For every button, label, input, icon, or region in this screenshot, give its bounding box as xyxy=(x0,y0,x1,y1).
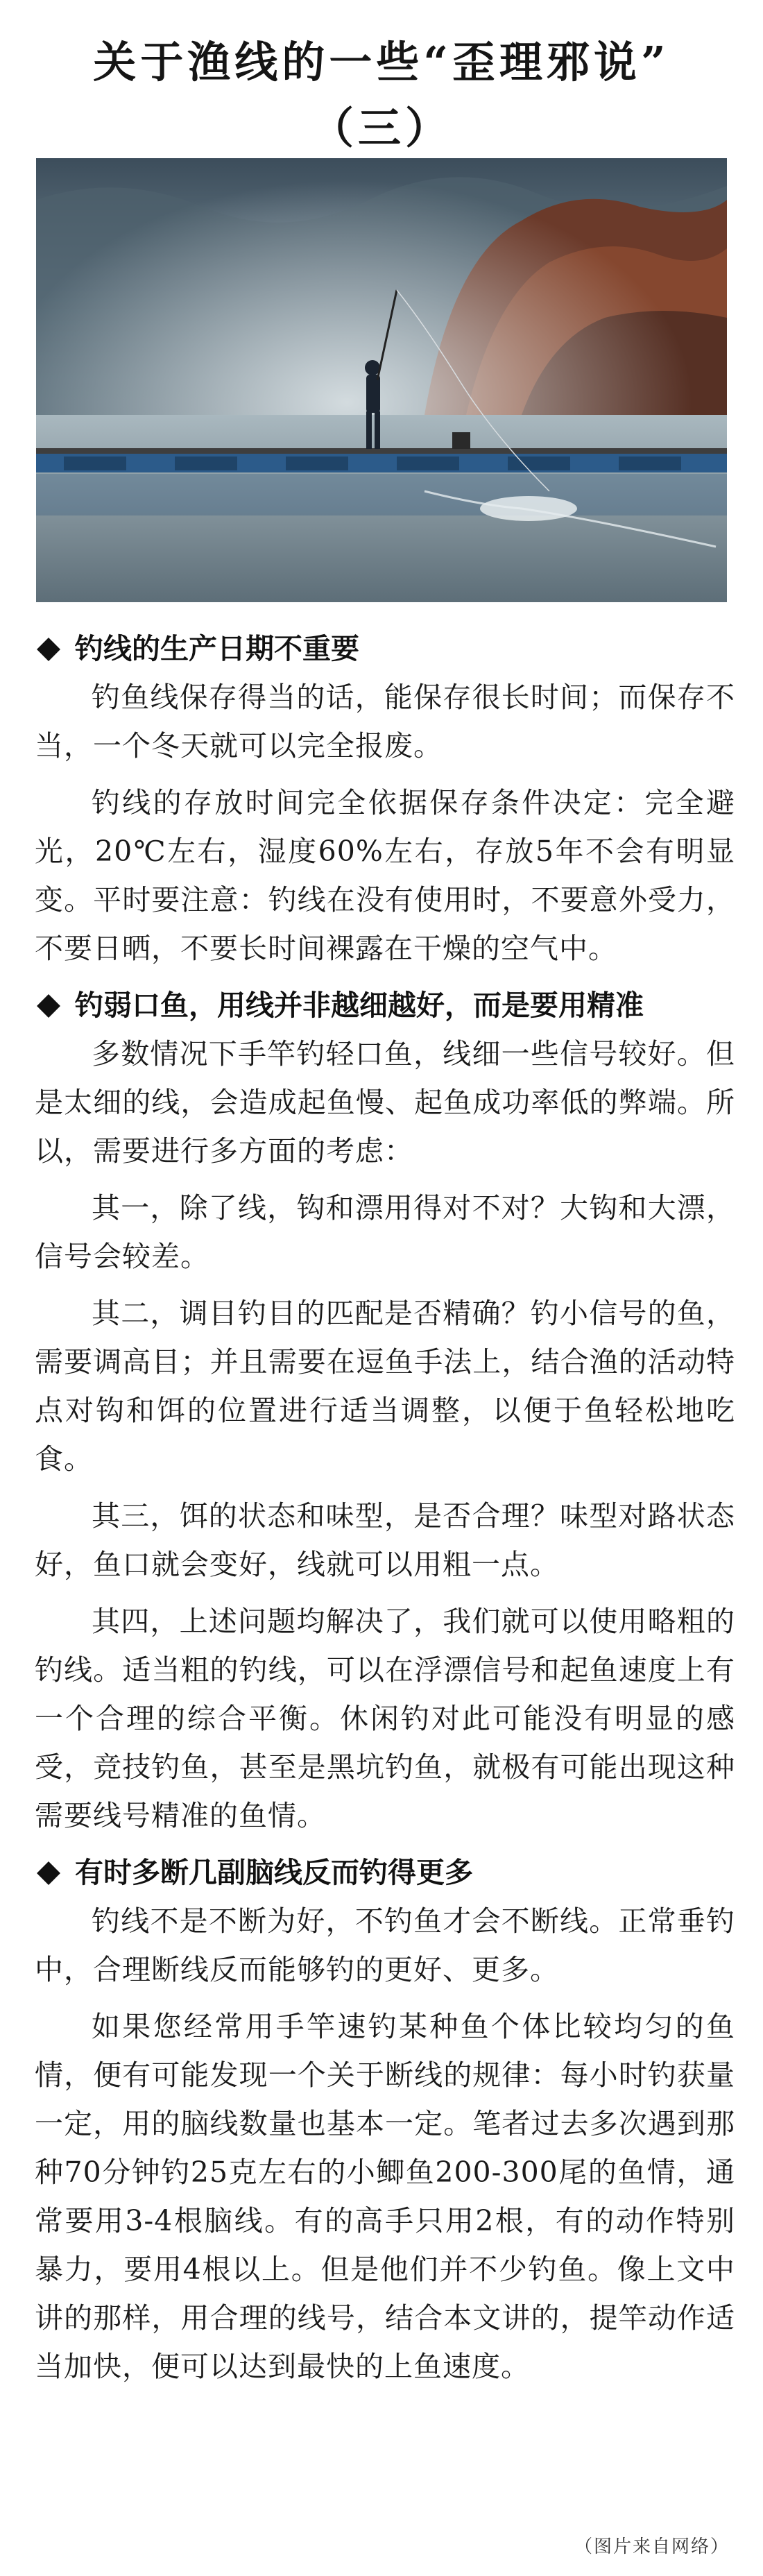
section-heading-1 xyxy=(35,624,735,673)
paragraph: 钓线的存放时间完全依据保存条件决定：完全避光，20℃左右，湿度60%左右，存放5年不会有明显变。平时要注意：钓线在没有使用时，不要意外受力，不要日晒，不要长时间裸露在干燥的空气中。 xyxy=(35,786,735,965)
fishing-scene-photo xyxy=(36,158,727,602)
section-heading-text: 有时多断几副脑线反而钓得更多 xyxy=(75,1856,473,1889)
diamond-bullet-icon xyxy=(37,994,60,1018)
diamond-bullet-icon xyxy=(37,1861,60,1885)
paragraph: 其四，上述问题均解决了，我们就可以使用略粗的钓线。适当粗的钓线，可以在浮漂信号和起鱼速度上有一个合理的综合平衡。休闲钓对此可能没有明显的感受，竞技钓鱼，甚至是黑坑钓鱼，就极有可能出现这种需要线号精准的鱼情。 xyxy=(35,1605,735,1832)
image-credit: （图片来自网络） xyxy=(574,2536,730,2557)
paragraph: 其二，调目钓目的匹配是否精确？钓小信号的鱼，需要调高目；并且需要在逗鱼手法上，结合渔的活动特点对钩和饵的位置进行适当调整，以便于鱼轻松地吃食。 xyxy=(35,1297,735,1476)
paragraph: 钓线不是不断为好，不钓鱼才会不断线。正常垂钓中，合理断线反而能够钓的更好、更多。 xyxy=(35,1904,735,1986)
article-title-line1: 关于渔线的一些“歪理邪说” xyxy=(93,37,670,87)
section-heading-2 xyxy=(35,981,735,1030)
article-body xyxy=(35,624,735,2399)
paragraph: 钓鱼线保存得当的话，能保存很长时间；而保存不当，一个冬天就可以完全报废。 xyxy=(35,681,735,762)
diamond-bullet-icon xyxy=(37,638,60,661)
section-heading-text: 钓线的生产日期不重要 xyxy=(75,632,359,665)
paragraph: 其三，饵的状态和味型，是否合理？味型对路状态好，鱼口就会变好，线就可以用粗一点。 xyxy=(35,1499,735,1581)
paragraph: 其一，除了线，钩和漂用得对不对？大钩和大漂，信号会较差。 xyxy=(35,1191,735,1273)
section-heading-text: 钓弱口鱼，用线并非越细越好，而是要用精准 xyxy=(75,989,644,1022)
article-title-line2: （三） xyxy=(310,103,452,153)
paragraph: 如果您经常用手竿速钓某种鱼个体比较均匀的鱼情，便有可能发现一个关于断线的规律：每小时钓获量一定，用的脑线数量也基本一定。笔者过去多次遇到那种70分钟钓25克左右的小鲫鱼200-300尾的鱼情，通常要用3-4根脑线。有的高手只用2根，有的动作特别暴力，要用4根以上。但是他们并不少钓鱼。像上文中讲的那样，用合理的线号，结合本文讲的，提竿动作适当加快，便可以达到最快的上鱼速度。 xyxy=(35,2010,735,2383)
section-heading-3 xyxy=(35,1848,735,1897)
paragraph: 多数情况下手竿钓轻口鱼，线细一些信号较好。但是太细的线，会造成起鱼慢、起鱼成功率低的弊端。所以，需要进行多方面的考虑： xyxy=(35,1037,735,1168)
